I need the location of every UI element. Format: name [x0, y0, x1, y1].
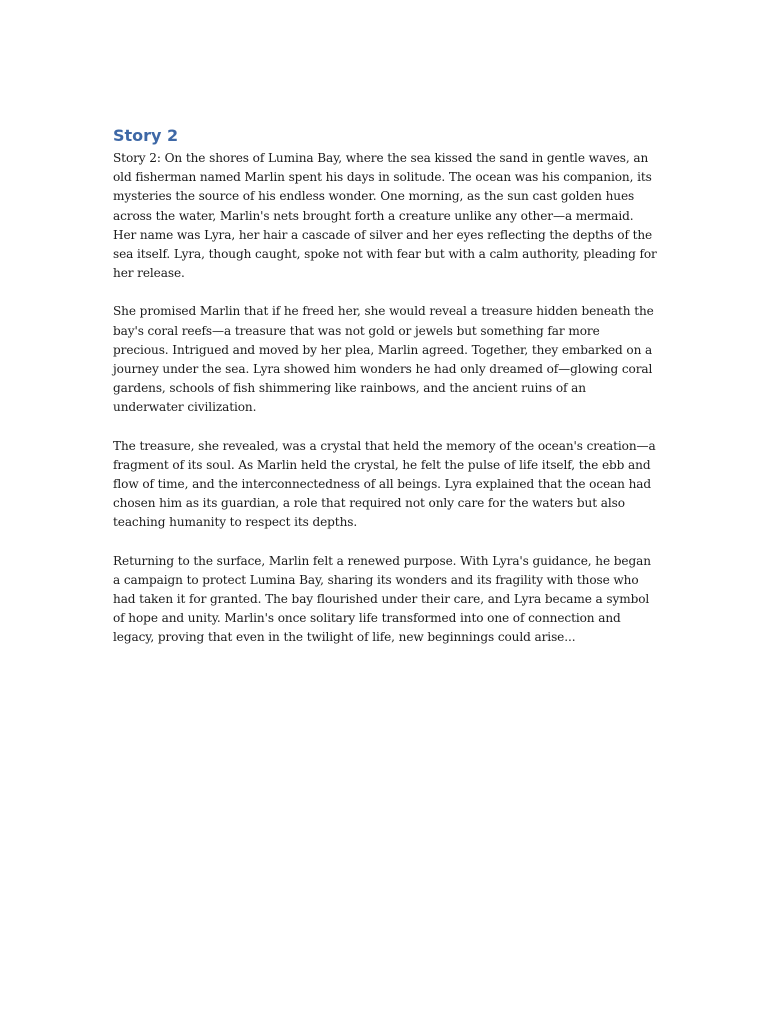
paragraph-4: Returning to the surface, Marlin felt a renewed purpose. With Lyra's guidance, he began a campaign to protect Lumina Bay, sharing its wonders and its fragility with those who had taken it for granted. The bay flourished under their care, and Lyra became a symbol of hope and unity. Marlin's once solitary life transformed into one of connection and legacy, proving that even in the twilight of life, new beginnings could arise...: [113, 553, 651, 645]
paragraph-1: Story 2: On the shores of Lumina Bay, where the sea kissed the sand in gentle waves, an old fisherman named Marlin spent his days in solitude. The ocean was his companion, its mysteries the source of his endless wonder. One morning, as the sun cast golden hues across the water, Marlin's nets brought forth a creature unlike any other—a mermaid. Her name was Lyra, her hair a cascade of silver and her eyes reflecting the depths of the sea itself. Lyra, though caught, spoke not with fear but with a calm authority, pleading for her release.: [113, 151, 657, 281]
story-heading: Story 2: [113, 126, 179, 145]
paragraph-3: The treasure, she revealed, was a crystal that held the memory of the ocean's creation—a fragment of its soul. As Marlin held the crystal, he felt the pulse of life itself, the ebb and flow of time, and the interconnectedness of all beings. Lyra explained that the ocean had chosen him as its guardian, a role that required not only care for the waters but also teaching humanity to respect its depths.: [113, 438, 656, 530]
document-body: [113, 125, 658, 667]
paragraph-2: She promised Marlin that if he freed her, she would reveal a treasure hidden beneath the bay's coral reefs—a treasure that was not gold or jewels but something far more precious. Intrigued and moved by her plea, Marlin agreed. Together, they embarked on a journey under the sea. Lyra showed him wonders he had only dreamed of—glowing coral gardens, schools of fish shimmering like rainbows, and the ancient ruins of an underwater civilization.: [113, 304, 654, 415]
